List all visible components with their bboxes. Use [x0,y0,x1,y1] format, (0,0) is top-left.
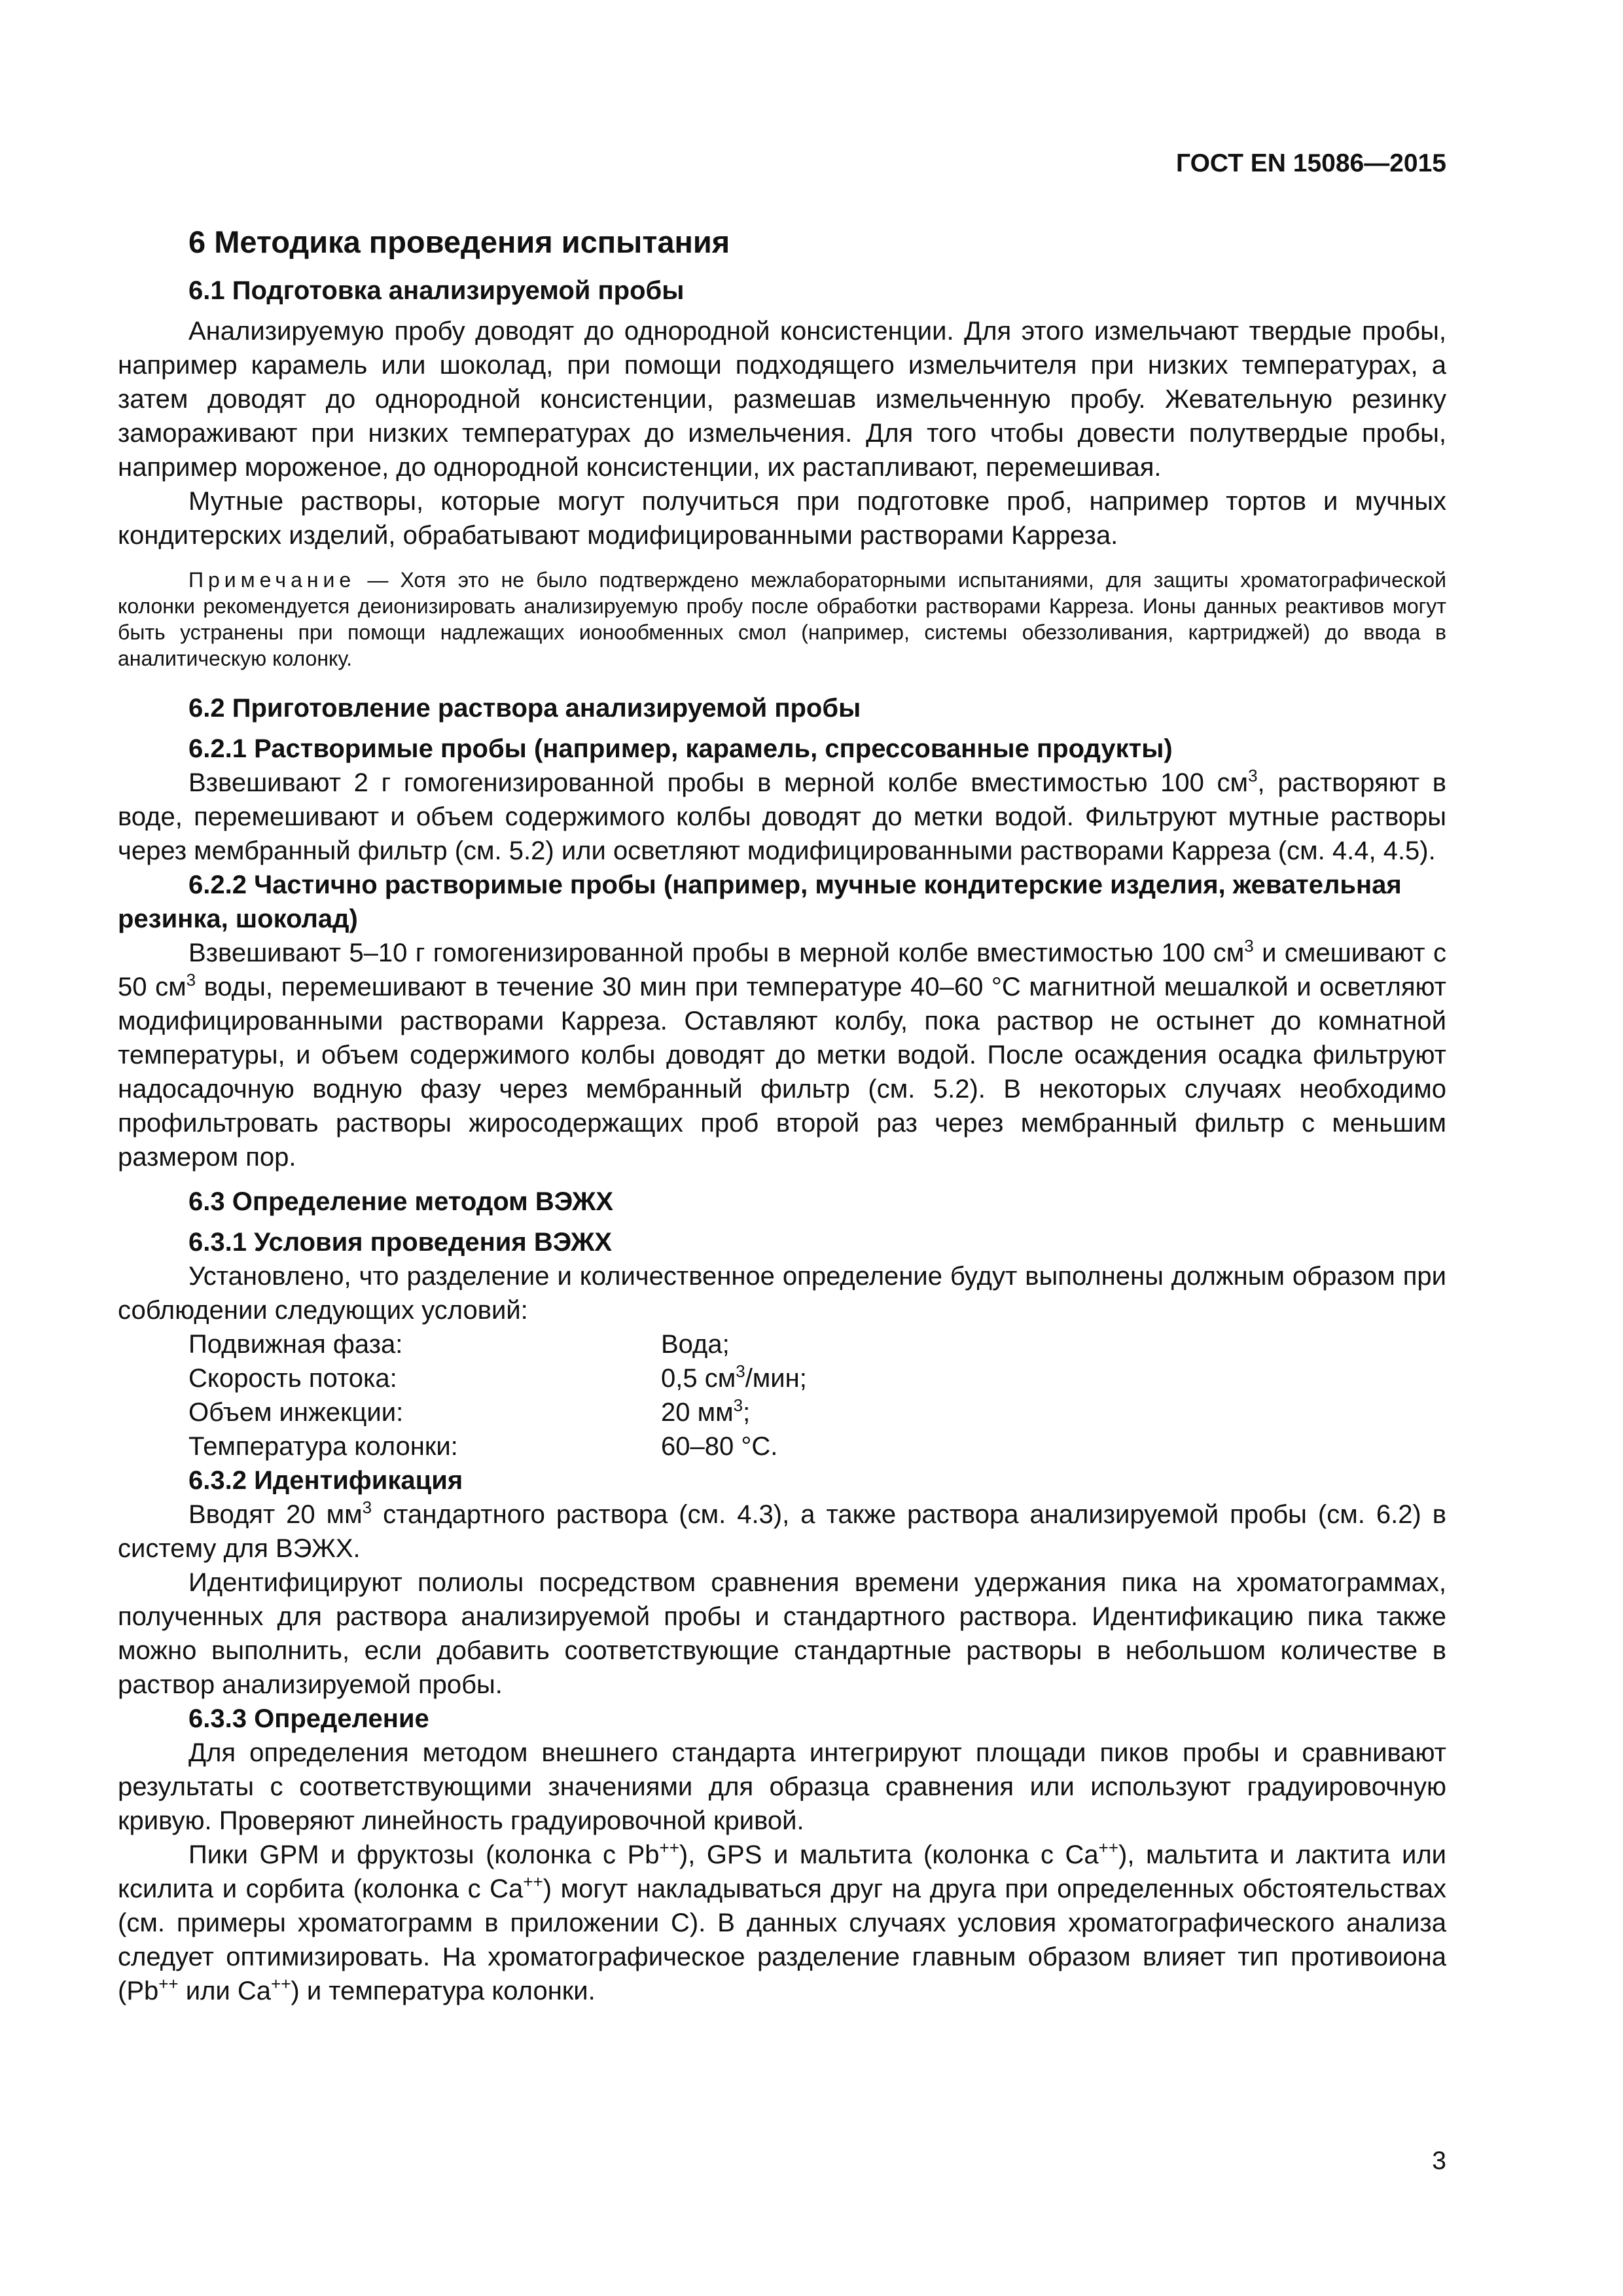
clause-heading: 6.3.1 Условия проведения ВЭЖХ [188,1228,612,1257]
condition-label: Объем инжекции: [188,1398,404,1427]
condition-value: 0,5 $см^3$/мин; [661,1361,807,1393]
superscript: 3 [186,970,196,990]
text-run: и смешивают с 50 см [118,939,1446,1001]
note-block [118,567,1446,672]
subsection-heading: 6.3 Определение методом ВЭЖХ [188,1187,614,1216]
condition-value: Вода; [661,1330,730,1359]
superscript: ++ [1098,1838,1119,1857]
paragraph [118,1498,1446,1566]
text-run: Вводят 20 мм [188,1500,363,1529]
paragraph [118,1838,1446,2008]
superscript: ++ [659,1838,679,1857]
text-run: ) могут накладываться друг на друга при определенных обстоятельствах (см. примеры хроматограмм в приложении С). В данных случаях условия хроматографического анализа следует оптимизировать. На хроматографическое разделение главным образом влияет тип противоиона (Pb [118,1874,1446,2005]
text-run: или Ca [178,1977,272,2005]
superscript: 3 [362,1498,372,1517]
clause-heading: 6.3.2 Идентификация [188,1466,463,1495]
page-number: 3 [1432,2147,1446,2175]
paragraph [118,766,1446,868]
condition-label: Температура колонки: [188,1432,458,1461]
text-run: Пики GPM и фруктозы (колонка с Pb [188,1840,660,1869]
condition-value: 60–80 °С. [661,1432,778,1461]
superscript: 3 [1244,936,1254,956]
text-run: ) и температура колонки. [291,1977,596,2005]
text-run: стандартного раствора (см. 4.3), а также раствора анализируемой пробы (см. 6.2) в систему для ВЭЖХ. [118,1500,1447,1563]
text-run: Взвешивают 2 г гомогенизированной пробы в мерной колбе вместимостью 100 см [188,768,1249,797]
condition-value: 20 $мм^3$; [661,1395,751,1427]
paragraph: Установлено, что разделение и количественное определение будут выполнены должным образом при соблюдении следующих условий: [118,1262,1446,1325]
text-run: ), мальтита и лактита или ксилита и сорбита (колонка с Ca [118,1840,1446,1903]
document-header: ГОСТ EN 15086—2015 [1175,149,1446,177]
condition-row [188,1327,1446,1361]
paragraph: Анализируемую пробу доводят до однородной консистенции. Для этого измельчают твердые пробы, например карамель или шоколад, при помощи подходящего измельчителя при низких температурах, а затем доводят до однородной консистенции, размешав измельченную пробу. Жевательную резинку замораживают при низких температурах до измельчения. Для того чтобы довести полутвердые пробы, например мороженое, до однородной консистенции, их растапливают, перемешивая. [118,317,1446,482]
document-body [118,216,1446,2008]
note-label: Примечание [188,568,356,592]
clause-heading: 6.2.2 Частично растворимые пробы (например, мучные кондитерские изделия, жевательная резинка, шоколад) [118,870,1402,933]
condition-label: Подвижная фаза: [188,1330,403,1359]
text-run: Взвешивают 5–10 г гомогенизированной пробы в мерной колбе вместимостью 100 см [188,939,1245,967]
subsection-heading: 6.2 Приготовление раствора анализируемой пробы [188,694,861,723]
paragraph: Мутные растворы, которые могут получиться при подготовке проб, например тортов и мучных кондитерских изделий, обрабатывают модифицированными растворами Карреза. [118,487,1446,550]
section-heading: 6 Методика проведения испытания [188,224,730,259]
clause-heading: 6.2.1 Растворимые пробы (например, карамель, спрессованные продукты) [188,734,1173,763]
text-run: , растворяют в воде, перемешивают и объем содержимого колбы доводят до метки водой. Фильтруют мутные растворы через мембранный фильтр (см. 5.2) или осветляют модифицированными растворами Карреза (см. 4.4, 4.5). [118,768,1446,865]
conditions-list [188,1327,1446,1463]
superscript: ++ [158,1974,179,1994]
condition-row [188,1429,1446,1463]
paragraph: Для определения методом внешнего стандарта интегрируют площади пиков пробы и сравнивают результаты с соответствующими значениями для образца сравнения или используют градуировочную кривую. Проверяют линейность градуировочной кривой. [118,1738,1446,1835]
condition-row [188,1395,1446,1429]
paragraph: Идентифицируют полиолы посредством сравнения времени удержания пика на хроматограммах, полученных для раствора анализируемой пробы и стандартного раствора. Идентификацию пика также можно выполнить, если добавить соответствующие стандартные растворы в небольшом количестве в раствор анализируемой пробы. [118,1568,1446,1699]
text-run: ), GPS и мальтита (колонка с Ca [679,1840,1099,1869]
clause-heading: 6.3.3 Определение [188,1704,429,1733]
subsection-heading: 6.1 Подготовка анализируемой пробы [188,276,685,305]
note-text: — Хотя это не было подтверждено межлабораторными испытаниями, для защиты хроматографической колонки рекомендуется деионизировать анализируемую пробу после обработки растворами Карреза. Ионы данных реактивов могут быть устранены при помощи надлежащих ионообменных смол (например, системы обеззоливания, картриджей) до ввода в аналитическую колонку. [118,568,1446,670]
text-run: воды, перемешивают в течение 30 мин при температуре 40–60 °С магнитной мешалкой и осветляют модифицированными растворами Карреза. Оставляют колбу, пока раствор не остынет до комнатной температуры, и объем содержимого колбы доводят до метки водой. После осаждения осадка фильтруют надосадочную водную фазу через мембранный фильтр (см. 5.2). В некоторых случаях необходимо профильтровать растворы жиросодержащих проб второй раз через мембранный фильтр с меньшим размером пор. [118,973,1446,1172]
superscript: ++ [271,1974,291,1994]
condition-row [188,1361,1446,1395]
paragraph [118,936,1446,1174]
superscript: 3 [1248,766,1258,785]
condition-label: Скорость потока: [188,1364,397,1393]
superscript: ++ [523,1872,543,1892]
